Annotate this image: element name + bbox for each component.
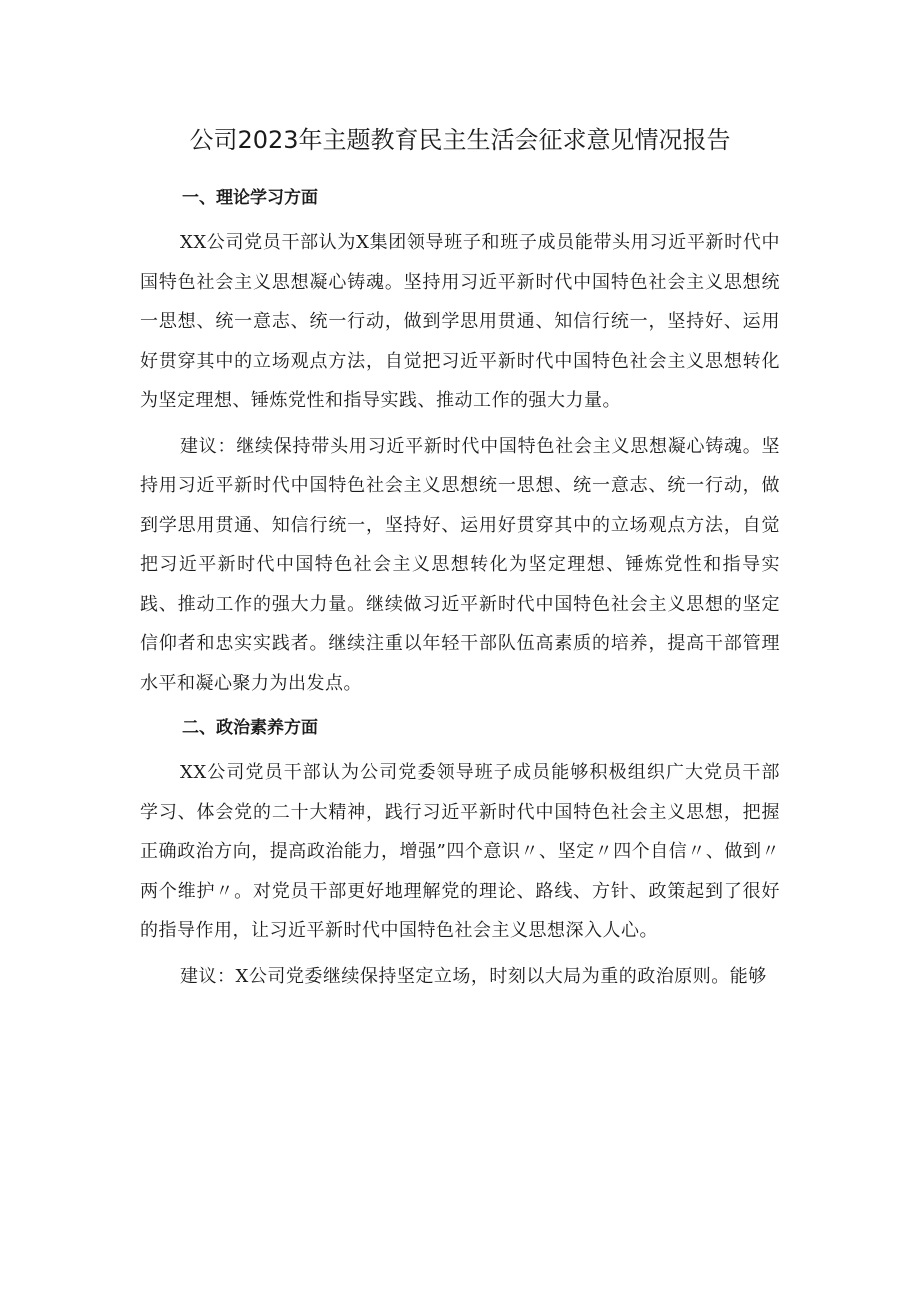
paragraph-politics-suggestion: 建议：X公司党委继续保持坚定立场，时刻以大局为重的政治原则。能够 [180, 965, 767, 987]
section-heading-politics: 二、政治素养方面 [182, 718, 318, 738]
paragraph-theory-suggestion: 建议：继续保持带头用习近平新时代中国特色社会主义思想凝心铸魂。坚持用习近平新时代中国特色社会主义思想统一思想、统一意志、统一行动，做到学思用贯通、知信行统一，坚持好、运用好贯穿其中的立场观点方法，自觉把习近平新时代中国特色社会主义思想转化为坚定理想、锤炼党性和指导实践、推动工作的强大力量。继续做习近平新时代中国特色社会主义思想的坚定信仰者和忠实实践者。继续注重以年轻干部队伍高素质的培养，提高干部管理水平和凝心聚力为出发点。 [140, 435, 780, 694]
paragraph-theory-opinion: XX公司党员干部认为X集团领导班子和班子成员能带头用习近平新时代中国特色社会主义思想凝心铸魂。坚持用习近平新时代中国特色社会主义思想统一思想、统一意志、统一行动，做到学思用贯通、知信行统一，坚持好、运用好贯穿其中的立场观点方法，自觉把习近平新时代中国特色社会主义思想转化为坚定理想、锤炼党性和指导实践、推动工作的强大力量。 [140, 232, 780, 411]
document-title: 公司2023年主题教育民主生活会征求意见情况报告 [189, 126, 731, 154]
document-body [140, 179, 780, 1002]
section-heading-theory: 一、理论学习方面 [182, 188, 318, 208]
paragraph-politics-opinion: XX公司党员干部认为公司党委领导班子成员能够积极组织广大党员干部学习、体会党的二十大精神，践行习近平新时代中国特色社会主义思想，把握正确政治方向，提高政治能力，增强”四个意识〃、坚定〃四个自信〃、做到〃两个维护〃。对党员干部更好地理解党的理论、路线、方针、政策起到了很好的指导作用，让习近平新时代中国特色社会主义思想深入人心。 [140, 762, 780, 941]
